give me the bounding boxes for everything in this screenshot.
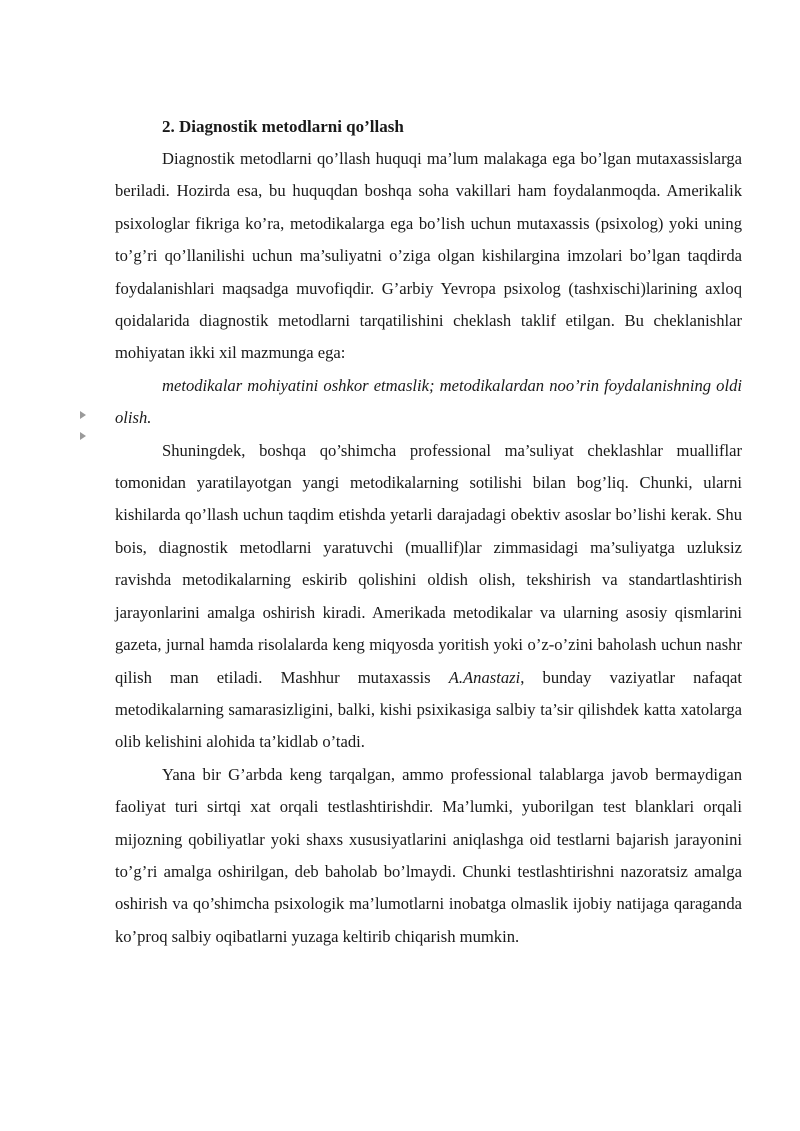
paragraph-2-list: metodikalar mohiyatini oshkor etmaslik; metodikalardan noo’rin foydalanishning oldi olish. xyxy=(115,375,742,428)
bullet-icon-2 xyxy=(80,432,86,440)
paragraph-3-text-b: , bunday vaziyatlar nafaqat metodikalarning samarasizligini, balki, kishi psixikasiga salbiy ta’sir qilishdek katta xatolarga olib kelishini alohida ta’kidlab o’tadi. xyxy=(115,667,742,752)
paragraph-1: Diagnostik metodlarni qo’llash huquqi ma’lum malakaga ega bo’lgan mutaxassislarga beriladi. Hozirda esa, bu huquqdan boshqa soha vakillari ham foydalanmoqda. Amerikalik psixologlar fikriga ko’ra, metodikalarga ega bo’lish uchun mutaxassis (psixolog) yoki uning to’g’ri qo’llanilishi uchun ma’suliyatni o’ziga olgan kishilargina imzolari bo’lgan taqdirda foydalanishlari maqsadga muvofiqdir. G’arbiy Yevropa psixolog (tashxischi)larining axloq qoidalarida diagnostik metodlarni tarqatilishini cheklash taklif etilgan. Bu cheklanishlar mohiyatan ikki xil mazmunga ega: xyxy=(115,149,742,363)
author-name: A.Anastazi xyxy=(448,667,521,687)
section-heading: 2. Diagnostik metodlarni qo’llash xyxy=(162,117,404,136)
document-page xyxy=(115,112,742,953)
paragraph-3 xyxy=(115,435,742,759)
paragraph-3-text-a: Shuningdek, boshqa qo’shimcha professional ma’suliyat cheklashlar mualliflar tomonidan yaratilayotgan yangi metodikalarning sotilishi bilan bog’liq. Chunki, ularni kishilarda qo’llash uchun taqdim etishda yetarli darajadagi obektiv asoslar bo’lishi kerak. Shu bois, diagnostik metodlarni yaratuvchi (muallif)lar zimmasidagi ma’suliyatga uzluksiz ravishda metodikalarning eskirib qolishini oldish olish, tekshirish va standartlashtirish jarayonlarini amalga oshirish kiradi. Amerikada metodikalar va ularning asosiy qismlarini gazeta, jurnal hamda risolalarda keng miqyosda yoritish yoki o’z-o’zini baholash uchun nashr qilish man etiladi. Mashhur mutaxassis xyxy=(115,440,742,687)
paragraph-4: Yana bir G’arbda keng tarqalgan, ammo professional talablarga javob bermaydigan faoliyat turi sirtqi xat orqali testlashtirishdir. Ma’lumki, yuborilgan test blanklari orqali mijozning qobiliyatlar yoki shaxs xususiyatlarini aniqlashga oid testlarni bajarish jarayonini to’g’ri amalga oshirilgan, deb baholab bo’lmaydi. Chunki testlashtirishni nazoratsiz amalga oshirish va qo’shimcha psixologik ma’lumotlarni inobatga olmaslik ijobiy natijaga qaraganda ko’proq salbiy oqibatlarni yuzaga keltirib chiqarish mumkin. xyxy=(115,764,742,946)
bullet-icon-1 xyxy=(80,411,86,419)
